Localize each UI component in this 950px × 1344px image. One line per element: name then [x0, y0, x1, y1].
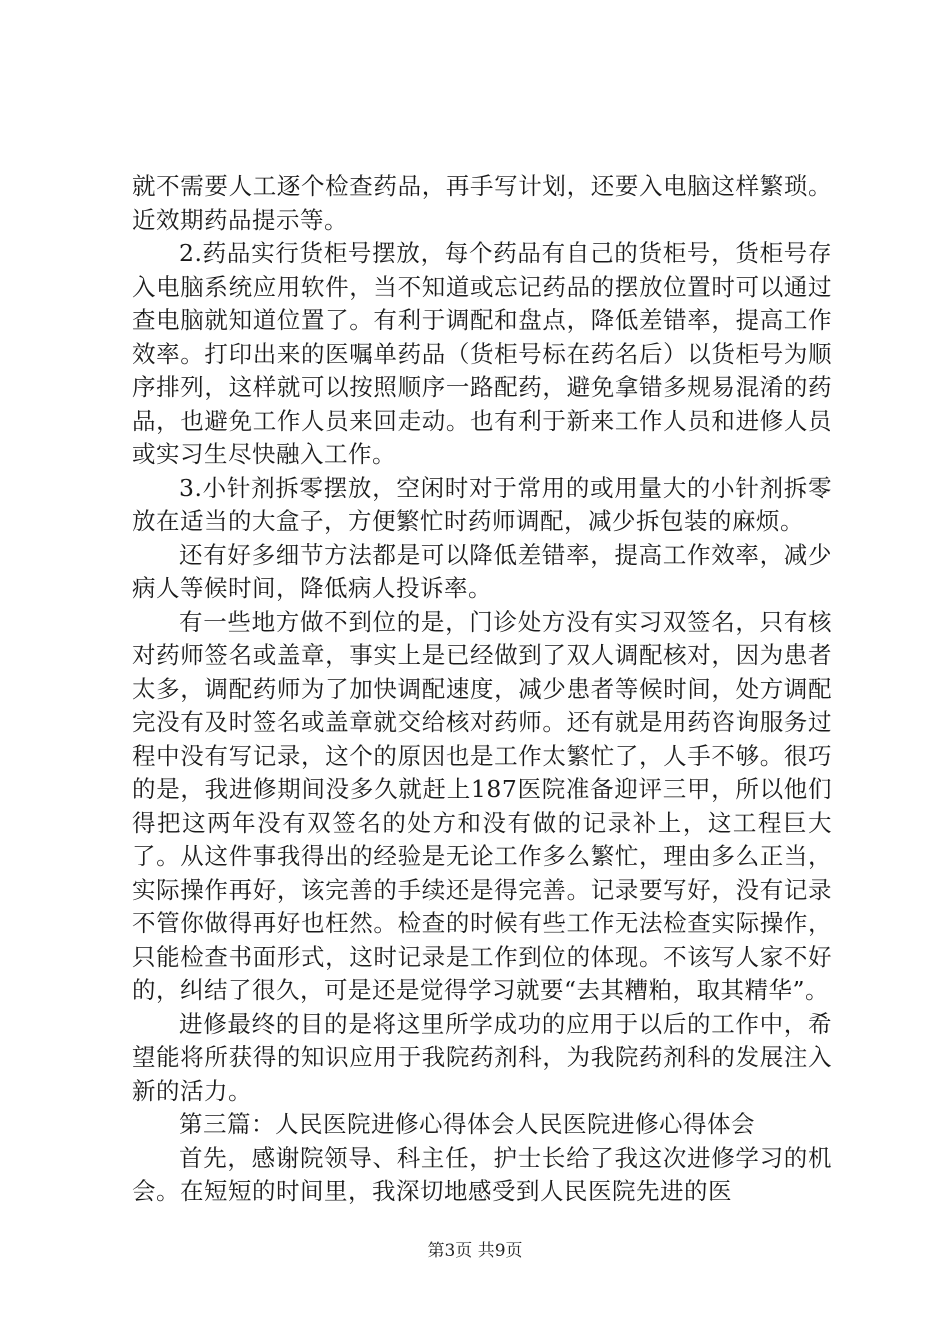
paragraph-3: 3.小针剂拆零摆放，空闲时对于常用的或用量大的小针剂拆零放在适当的大盒子，方便繁忙时药师调配，减少拆包装的麻烦。	[132, 473, 832, 535]
section-heading: 第三篇：人民医院进修心得体会人民医院进修心得体会	[179, 1110, 755, 1138]
paragraph-2: 2.药品实行货柜号摆放，每个药品有自己的货柜号，货柜号存入电脑系统应用软件，当不知道或忘记药品的摆放位置时可以通过查电脑就知道位置了。有利于调配和盘点，降低差错率，提高工作效率。打印出来的医嘱单药品（货柜号标在药名后）以货柜号为顺序排列，这样就可以按照顺序一路配药，避免拿错多规易混淆的药品，也避免工作人员来回走动。也有利于新来工作人员和进修人员或实习生尽快融入工作。	[132, 239, 832, 468]
document-body	[132, 170, 832, 1209]
paragraph-6: 进修最终的目的是将这里所学成功的应用于以后的工作中，希望能将所获得的知识应用于我院药剂科，为我院药剂科的发展注入新的活力。	[132, 1009, 832, 1105]
page-footer	[0, 1240, 950, 1262]
page-number-label: 第3页 共9页	[427, 1241, 523, 1261]
paragraph-4: 还有好多细节方法都是可以降低差错率，提高工作效率，减少病人等候时间，降低病人投诉率。	[132, 540, 832, 602]
paragraph-5: 有一些地方做不到位的是，门诊处方没有实习双签名，只有核对药师签名或盖章，事实上是已经做到了双人调配核对，因为患者太多，调配药师为了加快调配速度，减少患者等候时间，处方调配完没有及时签名或盖章就交给核对药师。还有就是用药咨询服务过程中没有写记录，这个的原因也是工作太繁忙了，人手不够。很巧的是，我进修期间没多久就赶上187医院准备迎评三甲，所以他们得把这两年没有双签名的处方和没有做的记录补上，这工程巨大了。从这件事我得出的经验是无论工作多么繁忙，理由多么正当，实际操作再好，该完善的手续还是得完善。记录要写好，没有记录不管你做得再好也枉然。检查的时候有些工作无法检查实际操作，只能检查书面形式，这时记录是工作到位的体现。不该写人家不好的，纠结了很久，可是还是觉得学习就要“去其糟粕，取其精华”。	[132, 607, 832, 1004]
paragraph-7: 首先，感谢院领导、科主任，护士长给了我这次进修学习的机会。在短短的时间里，我深切地感受到人民医院先进的医	[132, 1143, 832, 1205]
paragraph-1: 就不需要人工逐个检查药品，再手写计划，还要入电脑这样繁琐。近效期药品提示等。	[132, 172, 832, 234]
